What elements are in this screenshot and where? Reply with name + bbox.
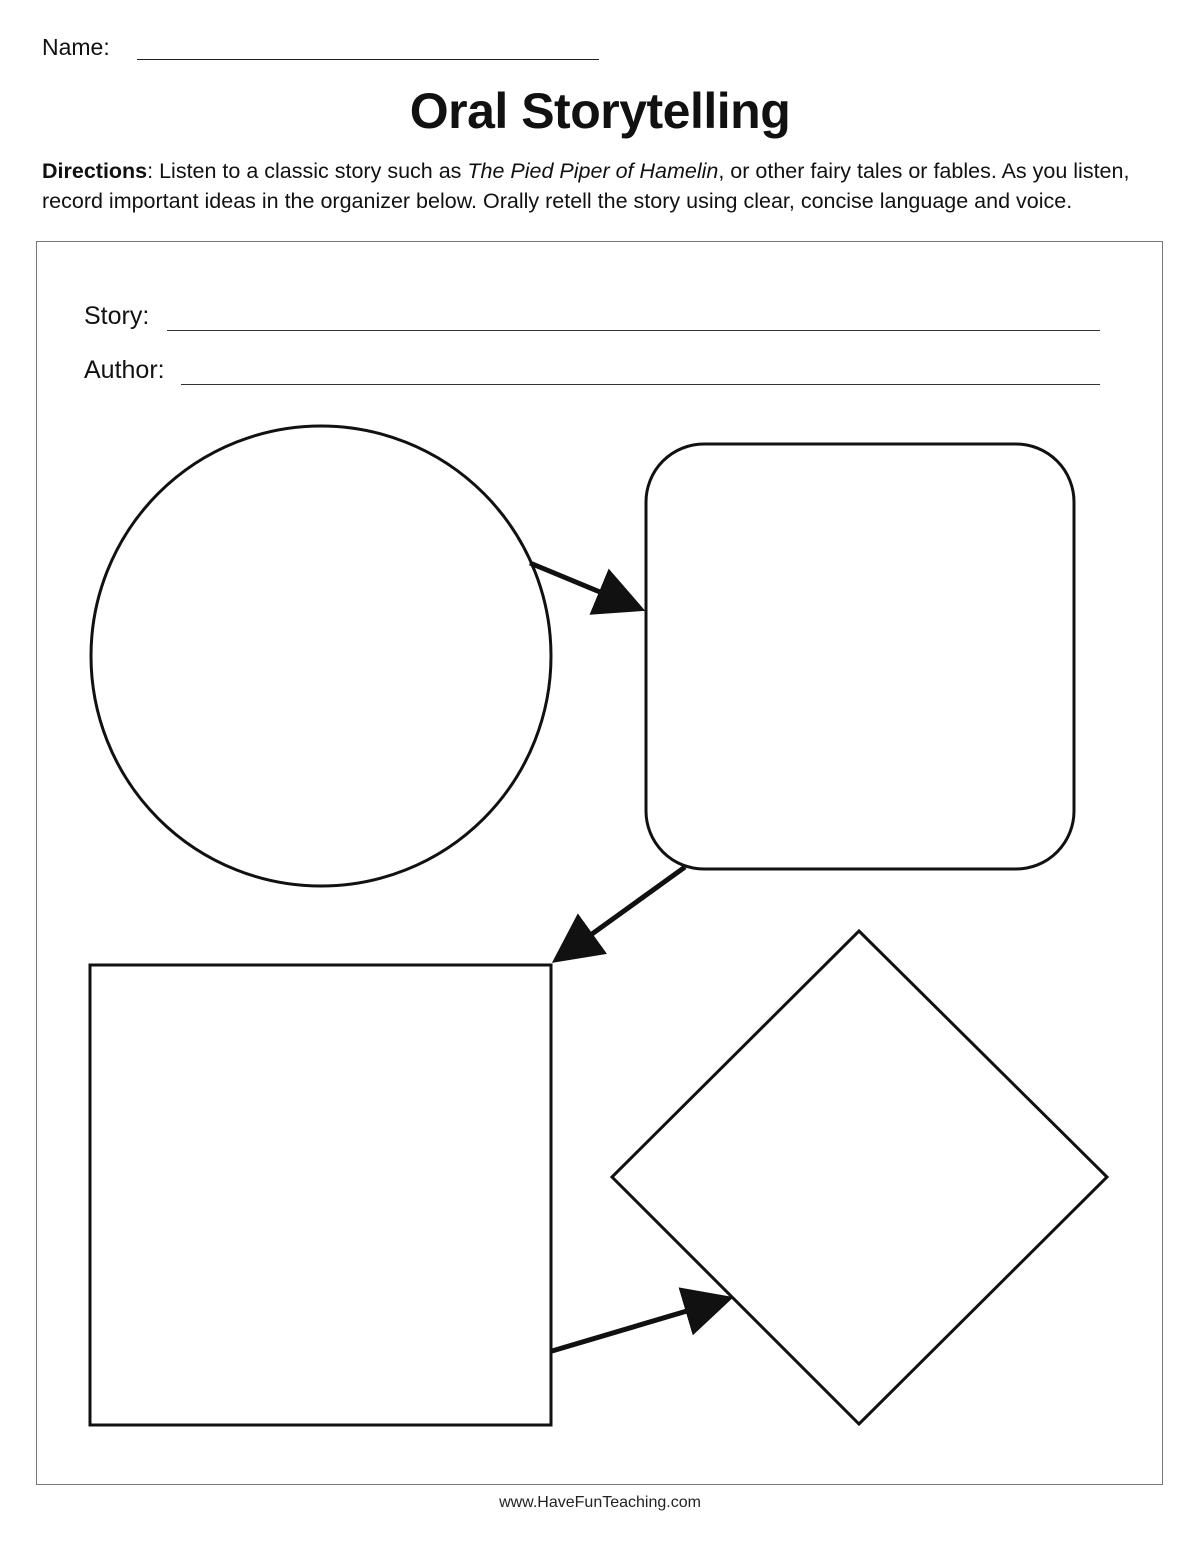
footer-website: www.HaveFunTeaching.com	[499, 1494, 701, 1511]
arrow-square-to-diamond	[552, 1300, 724, 1351]
page-title: Oral Storytelling	[409, 83, 791, 139]
square-box[interactable]	[90, 965, 551, 1425]
rounded-square-box[interactable]	[646, 444, 1074, 869]
arrow-circle-to-rounded-square	[530, 563, 636, 607]
author-label: Author:	[84, 356, 165, 384]
story-label: Story:	[84, 302, 150, 330]
arrow-rounded-square-to-square	[560, 867, 685, 957]
circle-box[interactable]	[91, 426, 551, 886]
directions-text-before: : Listen to a classic story such as	[147, 159, 468, 183]
diamond-box[interactable]	[612, 931, 1107, 1424]
directions-text-after: , or other fairy tales or fables. As you listen, record important ideas in the organizer below. Orally retell the story using clear, concise language and voice.	[42, 159, 1130, 213]
name-label: Name:	[42, 34, 110, 60]
directions-label: Directions	[42, 159, 148, 183]
directions-story-example: The Pied Piper of Hamelin	[467, 159, 719, 183]
